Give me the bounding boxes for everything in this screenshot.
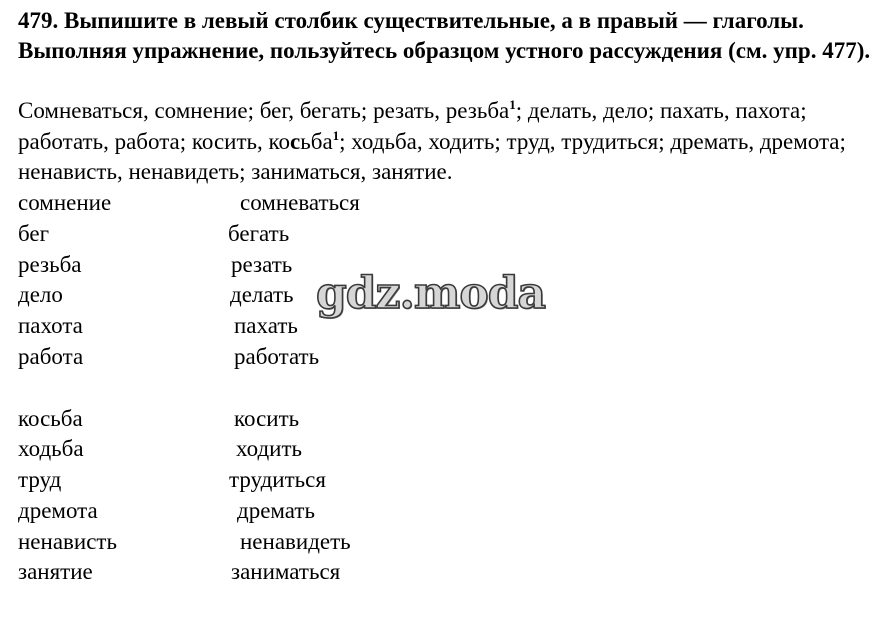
footnote-mark-2: 1 xyxy=(332,127,340,143)
word-pair xyxy=(18,557,618,587)
verb-word: пахать xyxy=(234,313,298,338)
noun-word: ненависть xyxy=(18,529,117,554)
word-pair xyxy=(18,404,618,434)
noun-word: труд xyxy=(18,467,62,492)
exercise-part-1: Сомневаться, сомнение; бег, бегать; резать, резьба xyxy=(18,98,510,123)
verb-word: трудиться xyxy=(229,467,326,492)
task-number: 479. xyxy=(18,8,59,33)
noun-word: дремота xyxy=(18,498,98,523)
word-pair xyxy=(18,434,618,464)
verb-word: резать xyxy=(231,252,293,277)
verb-word: косить xyxy=(234,406,300,431)
word-pair xyxy=(18,496,618,526)
verb-word: делать xyxy=(230,282,294,307)
noun-word: сомнение xyxy=(18,190,112,215)
word-pair xyxy=(18,188,618,218)
noun-word: резьба xyxy=(18,252,82,277)
exercise-part-4: ; ходьба, ходить; труд, трудиться; дремать, дремота; ненависть, ненавидеть; заниматься, занятие. xyxy=(18,128,846,184)
verb-word: заниматься xyxy=(231,559,341,584)
noun-word: дело xyxy=(18,282,63,307)
word-pair xyxy=(18,527,618,557)
word-pair xyxy=(18,219,618,249)
word-pair xyxy=(18,465,618,495)
noun-word: бег xyxy=(18,221,50,246)
noun-word: работа xyxy=(18,344,84,369)
noun-word: ходьба xyxy=(18,436,84,461)
noun-word: занятие xyxy=(18,559,93,584)
verb-word: дремать xyxy=(237,498,315,523)
exercise-text xyxy=(18,96,878,188)
word-pair xyxy=(18,342,618,372)
exercise-part-2: ; делать, дело; пахать, пахота; работать, работа; косить, ко xyxy=(18,98,807,154)
task-heading xyxy=(18,6,878,66)
verb-word: работать xyxy=(234,344,320,369)
verb-word: сомневаться xyxy=(240,190,360,215)
noun-word: косьба xyxy=(18,406,83,431)
verb-word: ходить xyxy=(236,436,303,461)
exercise-part-3: ьба xyxy=(300,128,333,154)
emphasized-letter: с xyxy=(290,128,301,154)
verb-word: ненавидеть xyxy=(240,529,351,554)
noun-word: пахота xyxy=(18,313,83,338)
footnote-mark-1: 1 xyxy=(509,97,516,112)
task-text: Выпишите в левый столбик существительные, а в правый — глаголы. Выполняя упражнение, пользуйтесь образцом устного рассуждения (см. упр. 477). xyxy=(18,8,871,63)
watermark-logo: gdz.moda xyxy=(316,268,546,319)
verb-word: бегать xyxy=(228,221,290,246)
